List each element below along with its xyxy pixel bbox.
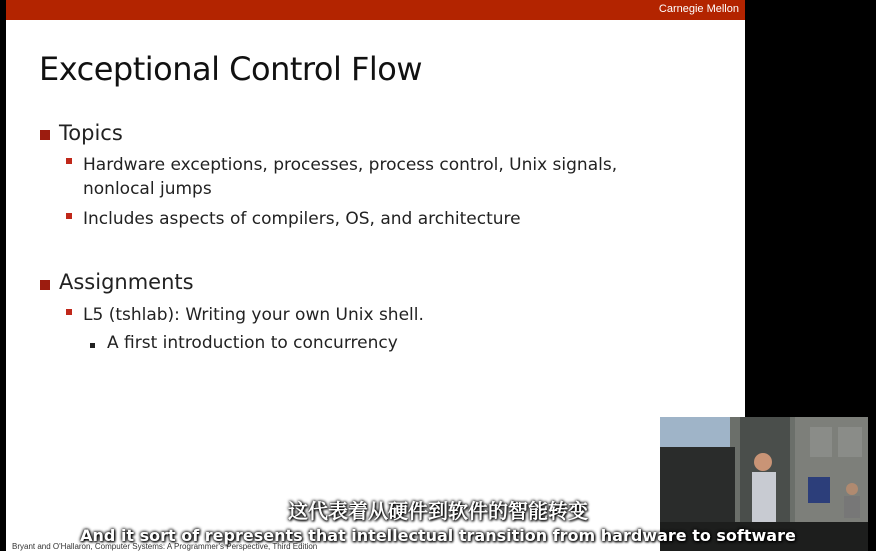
lecture-slide bbox=[6, 0, 745, 551]
topic-item: Hardware exceptions, processes, process control, Unix signals, nonlocal jumps bbox=[83, 155, 618, 199]
section-heading-topics: Topics bbox=[59, 121, 123, 145]
institution-brand: Carnegie Mellon bbox=[658, 3, 739, 15]
topic-item: Includes aspects of compilers, OS, and architecture bbox=[83, 209, 521, 229]
assignment-item: L5 (tshlab): Writing your own Unix shell. bbox=[83, 305, 424, 325]
section-heading-assignments: Assignments bbox=[59, 270, 194, 294]
assignment-subitem: A first introduction to concurrency bbox=[107, 333, 398, 353]
slide-title: Exceptional Control Flow bbox=[39, 50, 423, 88]
item-bullet-icon bbox=[66, 158, 72, 164]
section-bullet-icon bbox=[40, 130, 50, 140]
slide-top-bar bbox=[6, 0, 745, 20]
subtitle-english: And it sort of represents that intellectual transition from hardware to software bbox=[80, 526, 796, 545]
subitem-bullet-icon bbox=[90, 343, 95, 348]
subtitle-chinese: 这代表着从硬件到软件的智能转变 bbox=[288, 499, 588, 523]
item-bullet-icon bbox=[66, 309, 72, 315]
item-bullet-icon bbox=[66, 213, 72, 219]
slide-footer: Bryant and O'Hallaron, Computer Systems: A Programmer's Perspective, Third Edition bbox=[12, 542, 318, 551]
section-bullet-icon bbox=[40, 280, 50, 290]
